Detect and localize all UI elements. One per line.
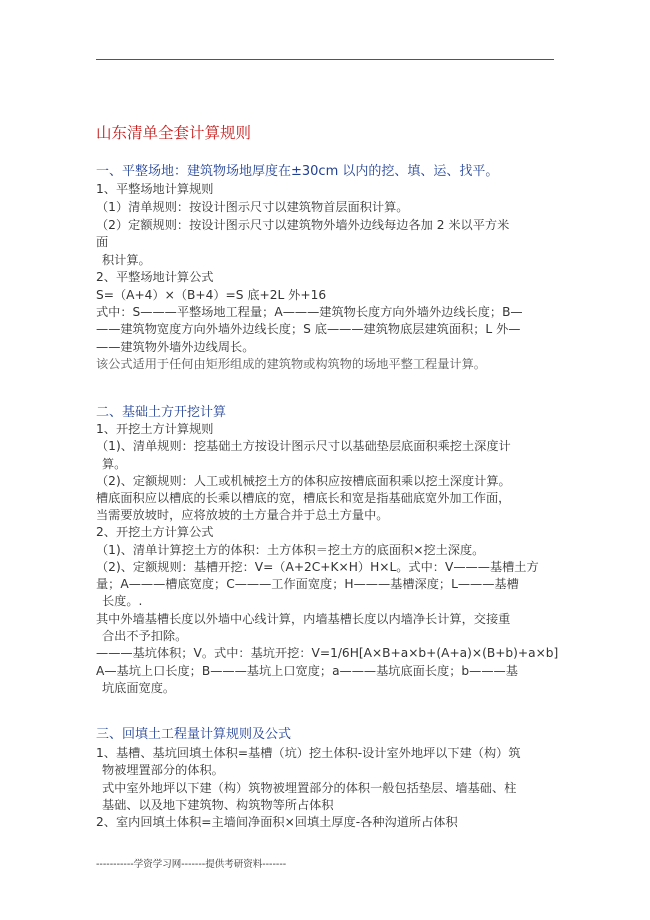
body-line: A—基坑上口长度；B———基坑上口宽度；a———基坑底面长度；b———基 — [96, 664, 518, 678]
body-line: ——建筑物宽度方向外墙外边线长度；S 底———建筑物底层建筑面积；L 外— — [96, 322, 521, 336]
body-line: 量；A———槽底宽度；C———工作面宽度；H———基槽深度；L———基槽 — [96, 577, 519, 591]
body-line: 合出不予扣除。 — [102, 629, 188, 643]
body-line: 2、室内回填土体积=主墙间净面积×回填土厚度-各种沟道所占体积 — [96, 815, 458, 829]
body-line: 当需要放坡时，应将放坡的土方量合并于总土方量中。 — [96, 508, 389, 522]
note-line: 该公式适用于任何由矩形组成的建筑物或构筑物的场地平整工程量计算。 — [96, 357, 486, 371]
body-line: 基础、以及地下建筑物、构筑物等所占体积 — [102, 798, 334, 812]
sub-heading: 1、平整场地计算规则 — [96, 182, 214, 196]
body-line: 其中外墙基槽长度以外墙中心线计算，内墙基槽长度以内墙净长计算，交接重 — [96, 612, 511, 626]
sub-heading: 1、开挖土方计算规则 — [96, 422, 214, 436]
body-line: 式中室外地坪以下建（构）筑物被埋置部分的体积一般包括垫层、墙基础、柱 — [102, 781, 517, 795]
body-line: ——建筑物外墙外边线周长。 — [96, 340, 255, 354]
body-line: 式中：S———平整场地工程量；A———建筑物长度方向外墙外边线长度；B— — [96, 305, 523, 319]
body-line: （2)、定额规则：基槽开挖：V=（A+2C+K×H）H×L。式中：V———基槽土方 — [96, 560, 539, 574]
body-line: 面 — [96, 235, 109, 249]
body-line: 物被埋置部分的体积。 — [102, 763, 224, 777]
sub-heading: 2、开挖土方计算公式 — [96, 525, 214, 539]
footer-text: -----------学资学习网-------提供考研资料------- — [96, 859, 287, 870]
body-line: 积计算。 — [102, 253, 151, 267]
formula-line: S=（A+4）×（B+4）=S 底+2L 外+16 — [96, 288, 327, 302]
section-heading: 一、平整场地：建筑物场地厚度在±30cm 以内的挖、填、运、找平。 — [96, 164, 499, 179]
section-heading: 二、基础土方开挖计算 — [96, 405, 227, 420]
document-page — [96, 0, 566, 850]
body-line: （1)、清单规则：挖基础土方按设计图示尺寸以基础垫层底面积乘挖土深度计 — [96, 439, 511, 453]
body-line: （1）清单规则：按设计图示尺寸以建筑物首层面积计算。 — [96, 200, 409, 214]
formula-line: ———基坑体积；V。式中：基坑开挖：V=1/6H[A×B+a×b+(A+a)×(B+b)+a×b] — [96, 646, 559, 660]
body-line: 1、基槽、基坑回填土体积=基槽（坑）挖土体积-设计室外地坪以下建（构）筑 — [96, 746, 521, 760]
body-line: 槽底面积应以槽底的长乘以槽底的宽，槽底长和宽是指基础底宽外加工作面， — [96, 491, 511, 505]
body-line: （2）定额规则：按设计图示尺寸以建筑物外墙外边线每边各加 2 米以平方米 — [96, 218, 510, 232]
body-line: 坑底面宽度。 — [102, 681, 176, 695]
body-line: （1)、清单计算挖土方的体积：土方体积＝挖土方的底面积×挖土深度。 — [96, 543, 485, 557]
body-line: 长度。. — [102, 594, 143, 608]
sub-heading: 2、平整场地计算公式 — [96, 270, 214, 284]
body-line: 算。 — [102, 457, 127, 471]
section-heading: 三、回填土工程量计算规则及公式 — [96, 727, 292, 742]
page-title: 山东清单全套计算规则 — [96, 124, 252, 142]
body-line: （2)、定额规则：人工或机械挖土方的体积应按槽底面积乘以挖土深度计算。 — [96, 474, 511, 488]
